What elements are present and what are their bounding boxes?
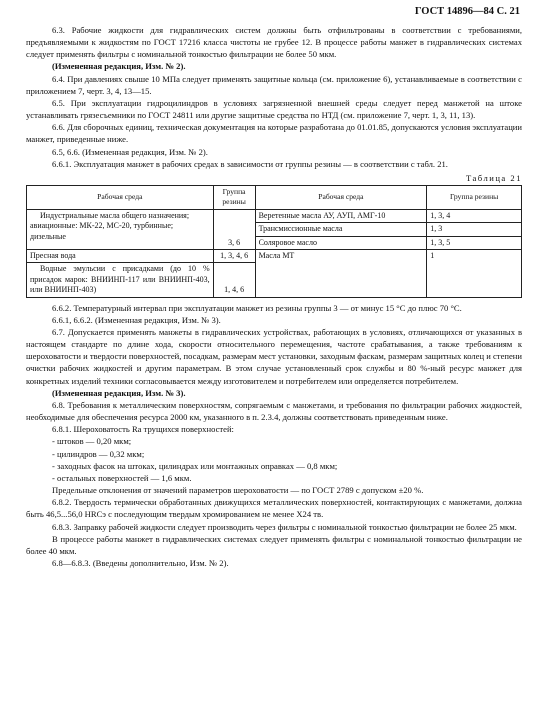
cell-group: 1	[427, 250, 522, 298]
paragraph: - заходных фасок на штоках, цилиндрах или монтажных оправках — 0,8 мкм;	[52, 460, 338, 471]
paragraph: 6.4. При давлениях свыше 10 МПа следует применять защитные кольца (см. приложение 6), устанавливаемые в соответствии с приложением 7, черт. 3, 4, 13—15.	[26, 73, 522, 96]
running-header: ГОСТ 14896—84 С. 21	[414, 6, 520, 17]
paragraph: 6.7. Допускается применять манжеты в гидравлических устройствах, работающих в условиях, отличающихся от указанных в настоящем стандарте по длине хода, скорости относительного перемещения, частоте срабатывания, а также требованиям к шероховатости и твердости поверхностей, посадкам, размерам мест установки, заходным фаскам, размерам защитных колец и степени очистки рабочих жидкостей и другим параметрам. В этом случае установленный срок службы и 80 %-ный ресурс манжет для конкретных изделий техники согласовывается между изготовителем и потребителем или определяется потребителем.	[26, 327, 522, 386]
paragraph: Предельные отклонения от значений параметров шероховатости — по ГОСТ 2789 с допуском ±20 %.	[52, 485, 424, 496]
paragraph: (Измененная редакция, Изм. № 3).	[52, 387, 186, 398]
paragraph: 6.8—6.8.3. (Введены дополнительно, Изм. № 2).	[52, 557, 229, 568]
cell-env: Веретенные масла АУ, АУП, АМГ-10	[255, 209, 427, 222]
cell-group: 1, 3, 4	[427, 209, 522, 222]
text-block-2	[26, 302, 522, 569]
paragraph: (Измененная редакция, Изм. № 2).	[52, 61, 186, 72]
paragraph: 6.6.1. Эксплуатация манжет в рабочих средах в зависимости от группы резины — в соответствии с табл. 21.	[52, 158, 448, 169]
paragraph: 6.8.2. Твердость термически обработанных движущихся металлических поверхностей, контактирующих с манжетами, должна быть 46,5...56,0 HRCэ с последующим твердым хромированием не менее Х24 тв.	[26, 497, 522, 520]
paragraph: 6.3. Рабочие жидкости для гидравлических систем должны быть отфильтрованы в соответствии с требованиями, предъявляемыми к жидкостям по ГОСТ 17216 класса чистоты не грубее 12. В процессе работы манжет в гидравлических системах следует применять фильтры с номинальной тонкостью фильтрации не более 50 мкм.	[26, 25, 522, 60]
cell-group: 1, 3, 4, 6	[213, 250, 255, 263]
col-head-env-1: Рабочая среда	[27, 186, 214, 210]
table-caption: Таблица 21	[465, 172, 522, 183]
cell-env: Индустриальные масла общего назначения; авиационные: МК-22, МС-20, турбинные; дизельные	[27, 209, 214, 249]
paragraph: - остальных поверхностей — 1,6 мкм.	[52, 472, 192, 483]
cell-env: Водные эмульсии с присадками (до 10 % присадок марок: ВНИИНП-117 или ВНИИНП-403, или ВНИИНП-403)	[27, 263, 214, 297]
col-head-env-2: Рабочая среда	[255, 186, 427, 210]
paragraph: 6.8. Требования к металлическим поверхностям, сопрягаемым с манжетами, и требования по фильтрации рабочих жидкостей, необходимые для обеспечения ресурса 2000 км, указанного в п. 2.3.4, должны соответствовать приведенным ниже.	[26, 399, 522, 423]
table-21	[26, 185, 522, 298]
cell-env: Масла МТ	[255, 250, 427, 298]
cell-env: Трансмиссионные масла	[255, 223, 427, 236]
paragraph: 6.6.2. Температурный интервал при эксплуатации манжет из резины группы 3 — от минус 15 °С до плюс 70 °С.	[52, 302, 462, 313]
table-row	[27, 209, 522, 222]
cell-group: 3, 6	[213, 209, 255, 249]
cell-group: 1, 4, 6	[213, 263, 255, 297]
page-body	[26, 24, 522, 569]
cell-group: 1, 3	[427, 223, 522, 236]
cell-group: 1, 3, 5	[427, 236, 522, 249]
paragraph: 6.6. Для сборочных единиц, техническая документация на которые разработана до 01.01.85, допускаются условия эксплуатации манжет, приведенные ниже.	[26, 122, 522, 145]
text-block-1	[26, 24, 522, 170]
paragraph: 6.6.1, 6.6.2. (Измененная редакция, Изм. № 3).	[52, 314, 221, 325]
paragraph: - штоков — 0,20 мкм;	[52, 436, 132, 447]
cell-env: Пресная вода	[27, 250, 214, 263]
paragraph: В процессе работы манжет в гидравлических системах следует применять фильтры с номинальной тонкостью фильтрации не более 40 мкм.	[26, 533, 522, 556]
table-row	[27, 250, 522, 263]
paragraph: - цилиндров — 0,32 мкм;	[52, 448, 145, 459]
paragraph: 6.5. При эксплуатации гидроцилиндров в условиях загрязненной внешней среды следует перед манжетой на штоке устанавливать грязесъемники по ГОСТ 24811 или другие защитные средства по НТД (см. приложение 7, черт. 1, 3, 11, 13).	[26, 97, 522, 121]
paragraph: 6.5, 6.6. (Измененная редакция, Изм. № 2).	[52, 146, 208, 157]
col-head-group-1: Группа резины	[213, 186, 255, 210]
paragraph: 6.8.3. Заправку рабочей жидкости следует производить через фильтры с номинальной тонкостью фильтрации не более 25 мкм.	[52, 521, 517, 532]
paragraph: 6.8.1. Шероховатость Ra трущихся поверхностей:	[52, 424, 234, 435]
col-head-group-2: Группа резины	[427, 186, 522, 210]
cell-env: Соляровое масло	[255, 236, 427, 249]
table-header-row	[27, 186, 522, 210]
